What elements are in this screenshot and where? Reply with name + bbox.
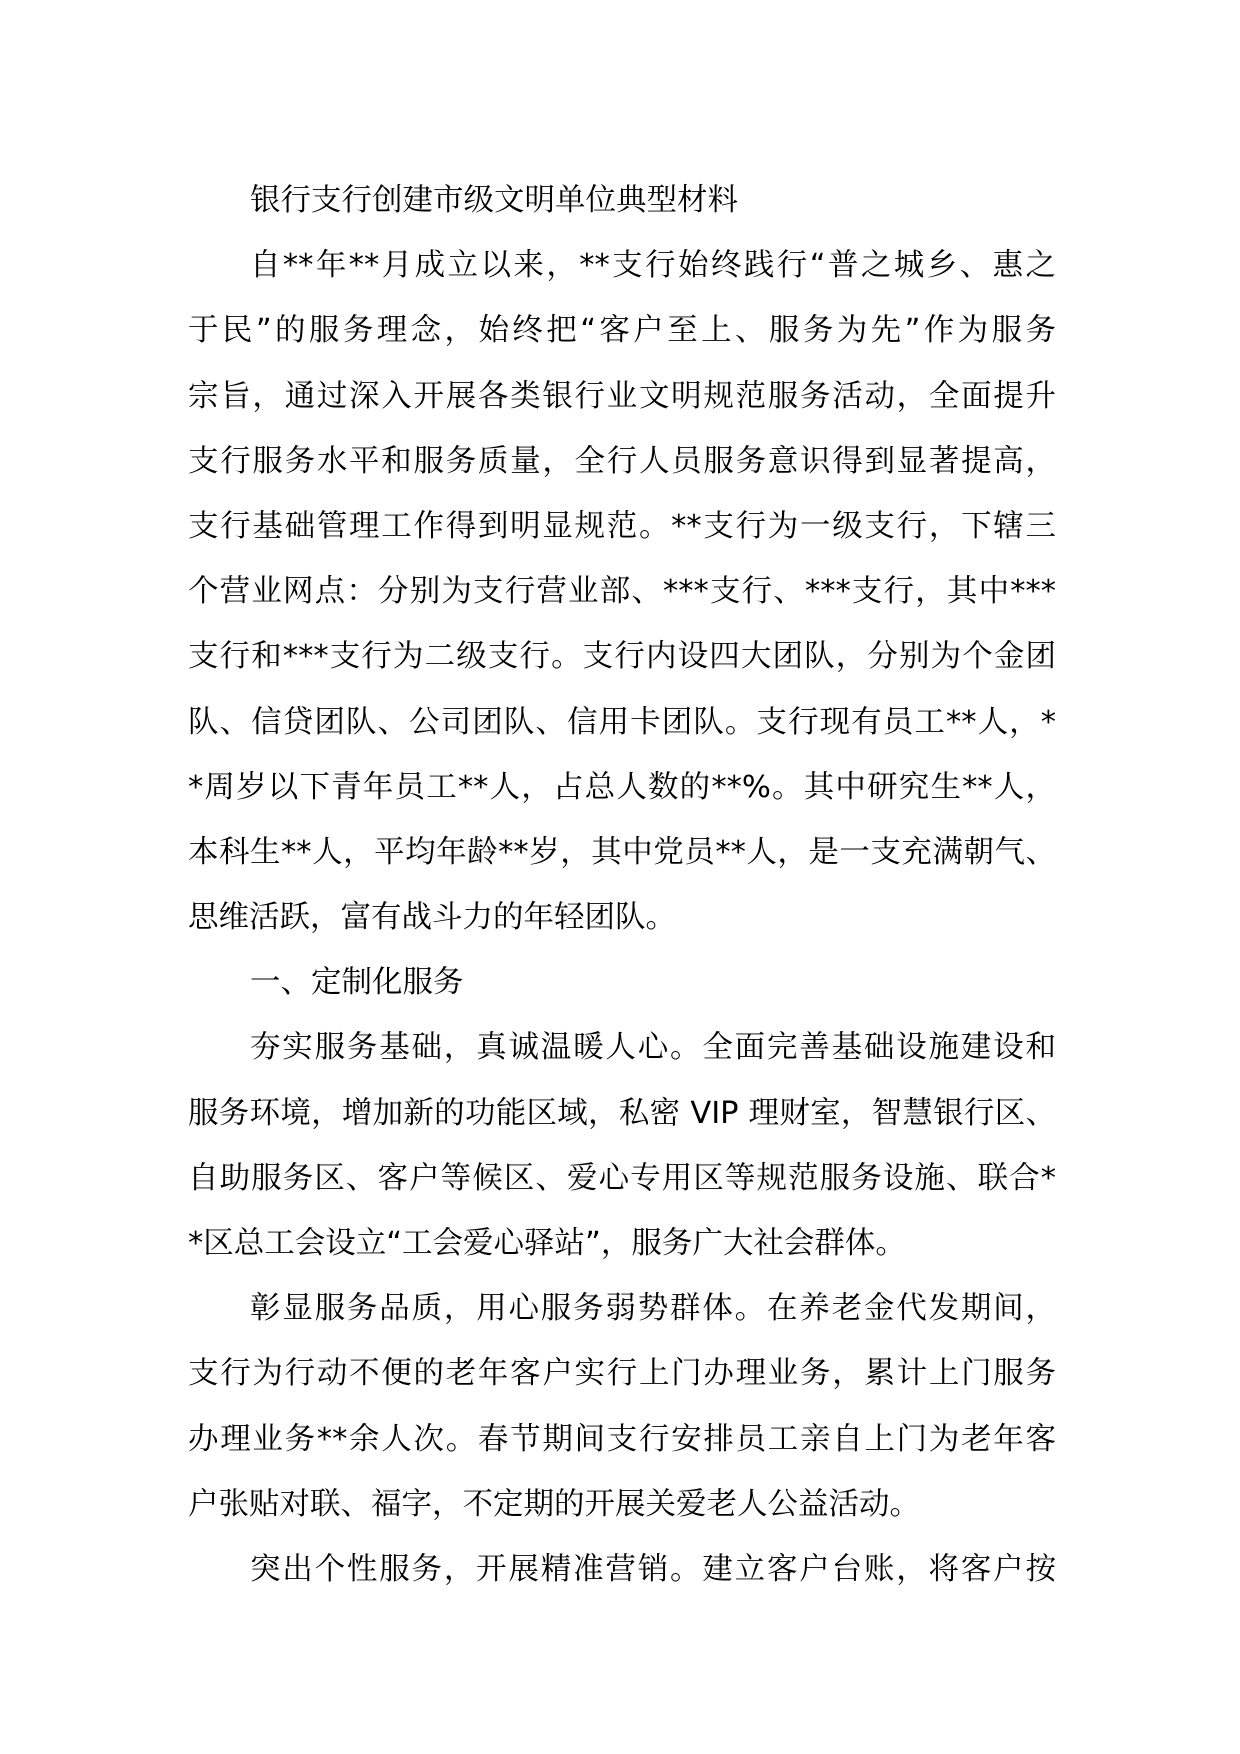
text-line: 宗旨，通过深入开展各类银行业文明规范服务活动，全面提升 [188, 378, 1056, 414]
text-line: 户张贴对联、福字，不定期的开展关爱老人公益活动。 [188, 1486, 920, 1522]
text-line: 办理业务**余人次。春节期间支行安排员工亲自上门为老年客 [188, 1421, 1056, 1457]
text-line: *周岁以下青年员工**人，占总人数的**%。其中研究生**人， [188, 769, 1056, 805]
text-line: 夯实服务基础，真诚温暖人心。全面完善基础设施建设和 [250, 1030, 1056, 1066]
text-line: 自**年**月成立以来，**支行始终践行“普之城乡、惠之 [250, 248, 1056, 284]
document-body [188, 168, 1056, 1602]
text-line: 队、信贷团队、公司团队、信用卡团队。支行现有员工**人，* [188, 704, 1056, 740]
text-line: 支行为行动不便的老年客户实行上门办理业务，累计上门服务 [188, 1356, 1056, 1392]
document-title: 银行支行创建市级文明单位典型材料 [250, 183, 738, 218]
text-line: 本科生**人，平均年龄**岁，其中党员**人，是一支充满朝气、 [188, 834, 1056, 870]
text-line: 支行和***支行为二级支行。支行内设四大团队，分别为个金团 [188, 639, 1056, 675]
text-line: 个营业网点：分别为支行营业部、***支行、***支行，其中*** [188, 574, 1056, 610]
text-line: 一、定制化服务 [250, 965, 464, 1001]
text-line: 支行基础管理工作得到明显规范。**支行为一级支行，下辖三 [188, 508, 1056, 544]
text-line: 思维活跃，富有战斗力的年轻团队。 [188, 900, 676, 936]
text-line: 于民”的服务理念，始终把“客户至上、服务为先”作为服务 [188, 313, 1056, 349]
text-line: 彰显服务品质，用心服务弱势群体。在养老金代发期间， [250, 1291, 1056, 1327]
text-line: 自助服务区、客户等候区、爱心专用区等规范服务设施、联合* [188, 1160, 1056, 1196]
text-line: 突出个性服务，开展精准营销。建立客户台账，将客户按 [250, 1551, 1056, 1587]
text-line: 服务环境，增加新的功能区域，私密 VIP 理财室，智慧银行区、 [188, 1095, 1056, 1131]
text-line: 支行服务水平和服务质量，全行人员服务意识得到显著提高， [188, 443, 1056, 479]
text-line: *区总工会设立“工会爱心驿站”，服务广大社会群体。 [188, 1226, 906, 1261]
